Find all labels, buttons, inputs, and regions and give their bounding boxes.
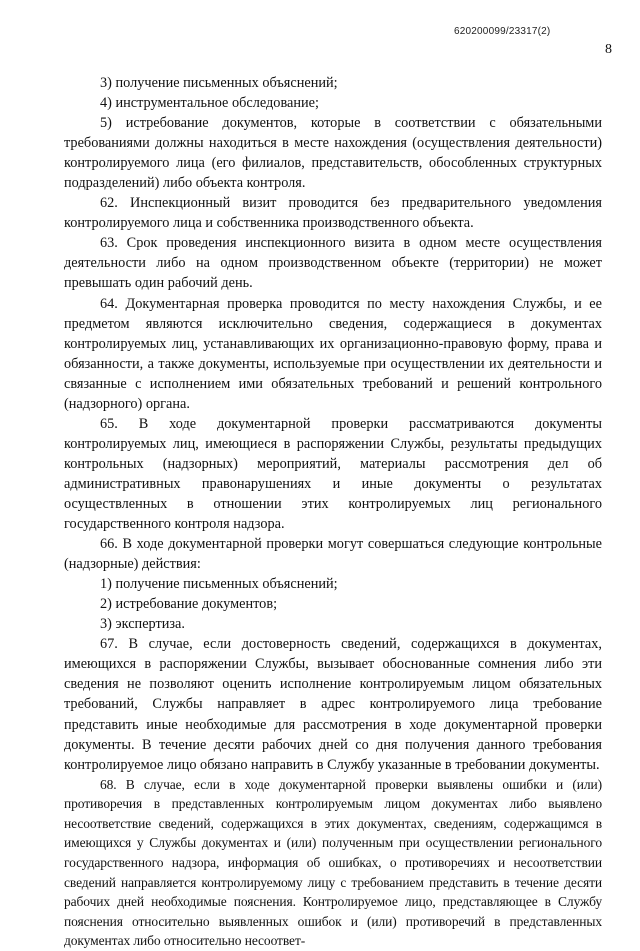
paragraph-62: 62. Инспекционный визит проводится без предварительного уведомления контролируемого лица и собственника производственного объекта. [64,195,602,232]
list-item: 2) истребование документов; [100,596,278,613]
paragraph-67: 67. В случае, если достоверность сведений, содержащихся в документах, имеющихся в распоряжении Службы, вызывает обоснованные сомнения либо эти сведения не позволяют оценить исполнение контролируемым лицом обязательных требований, Службы направляет в адрес контролируемого лица требование представить иные необходимые для рассмотрения в ходе документарной проверки документы. В течение десяти рабочих дней со дня получения данного требования контролируемое лицо обязано направить в Службу указанные в требовании документы. [64,636,602,773]
paragraph-63: 63. Срок проведения инспекционного визита в одном месте осуществления деятельности либо на одном производственном объекте (территории) не может превышать один рабочий день. [64,235,602,292]
list-item: 3) получение письменных объяснений; [100,75,338,91]
paragraph-66: 66. В ходе документарной проверки могут совершаться следующие контрольные (надзорные) действия: [64,536,602,573]
document-id: 620200099/23317(2) [454,26,551,37]
list-item: 5) истребование документов, которые в соответствии с обязательными требованиями должны находиться в месте нахождения (осуществления деятельности) контролируемого лица (его филиалов, представительств, обособленных структурных подразделений) либо объекта контроля. [64,115,602,192]
paragraph-65: 65. В ходе документарной проверки рассматриваются документы контролируемых лиц, имеющиеся в распоряжении Службы, результаты предыдущих контрольных (надзорных) мероприятий, материалы рассмотрения дел об административных правонарушениях и иные документы о результатах осуществленных в отношении этих контролируемых лиц регионального государственного контроля надзора. [64,415,602,533]
paragraph-68: 68. В случае, если в ходе документарной проверки выявлены ошибки и (или) противоречия в представленных контролируемым лицом документах либо выявлено несоответствие сведений, содержащихся в этих документах, сведениям, содержащимся в имеющихся у Службы документах и (или) полученным при осуществлении регионального государственного надзора, информация об ошибках, о противоречиях и несоответствии сведений направляется контролируемому лицу с требованием представить в течение десяти рабочих дней необходимые пояснения. Контролируемое лицо, представляющее в Службу пояснения относительно выявленных ошибок и (или) противоречий в представленных документах либо относительно несоответ- [64,776,602,949]
list-item: 1) получение письменных объяснений; [100,576,338,593]
list-item: 3) экспертиза. [100,616,185,633]
paragraph-64: 64. Документарная проверка проводится по месту нахождения Службы, и ее предметом являются исключительно сведения, содержащиеся в документах контролируемых лиц, устанавливающих их организационно-правовую форму, права и обязанности, а также документы, используемые при осуществлении их деятельности и связанные с исполнением ими обязательных требований и решений контрольного (надзорного) органа. [64,295,602,412]
document-body [64,73,602,951]
page-number: 8 [605,42,612,57]
list-item: 4) инструментальное обследование; [100,95,319,112]
